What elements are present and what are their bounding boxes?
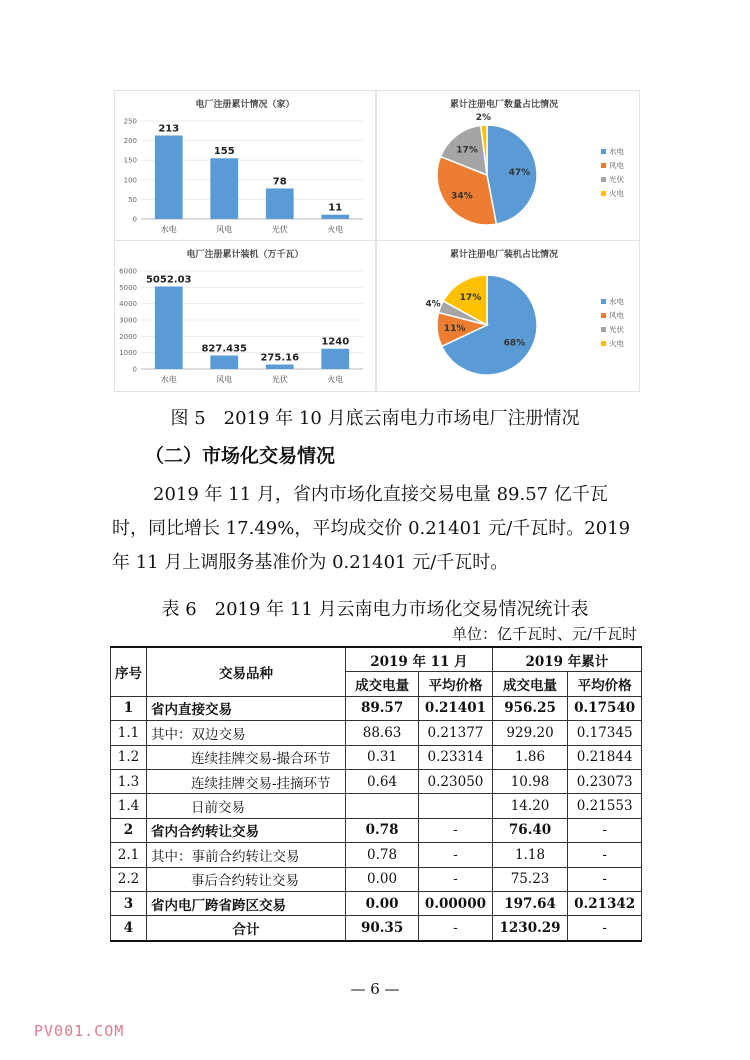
y-tick-label: 250: [123, 117, 137, 126]
cell-volume: 89.57: [346, 696, 419, 720]
cell-seq: 1.3: [111, 769, 147, 793]
legend-swatch: [601, 327, 606, 332]
legend-swatch: [601, 191, 606, 196]
y-tick-label: 150: [123, 156, 137, 165]
data-label: 4%: [425, 299, 441, 310]
cell-seq: 1: [111, 696, 147, 720]
cell-seq: 2: [111, 818, 147, 842]
cell-price: -: [419, 818, 493, 842]
cell-volume: 0.00: [346, 867, 419, 891]
table-caption: 表 6 2019 年 11 月云南电力市场化交易情况统计表: [161, 599, 589, 620]
legend-label: 火电: [609, 189, 624, 198]
legend-label: 风电: [609, 161, 624, 170]
cell-seq: 2.2: [111, 867, 147, 891]
cell-price: -: [568, 867, 642, 891]
cell-name: 连续挂牌交易-撮合环节: [147, 745, 346, 769]
legend-label: 光伏: [609, 175, 624, 184]
legend-label: 火电: [609, 339, 624, 348]
cell-price: 0.17345: [568, 721, 642, 745]
table-row: [111, 916, 642, 941]
y-tick-label: 3000: [119, 316, 137, 325]
x-tick-label: 光伏: [271, 375, 288, 384]
header-month: 2019 年 11 月: [346, 647, 493, 672]
y-tick-label: 1000: [119, 349, 137, 358]
bar-光伏: [266, 188, 294, 219]
data-label: 275.16: [260, 352, 300, 364]
cell-price: -: [419, 843, 493, 867]
legend-label: 光伏: [609, 325, 624, 334]
cell-volume: 1.86: [492, 745, 568, 769]
cell-price: [419, 794, 493, 818]
bar-水电: [155, 286, 183, 369]
bar-风电: [210, 355, 238, 369]
cell-seq: 1.2: [111, 745, 147, 769]
data-label: 17%: [459, 293, 482, 304]
bar-风电: [210, 158, 238, 219]
cell-volume: 90.35: [346, 916, 419, 941]
cell-price: 0.21342: [568, 891, 642, 915]
header-type: 交易品种: [147, 647, 346, 696]
header-volume: 成交电量: [346, 672, 419, 696]
cell-name: 省内电厂跨省跨区交易: [147, 891, 346, 915]
data-label: 213: [158, 123, 180, 135]
cell-volume: [346, 794, 419, 818]
cell-volume: 1.18: [492, 843, 568, 867]
cell-price: -: [419, 867, 493, 891]
data-label: 2%: [475, 113, 491, 124]
cell-price: 0.23314: [419, 745, 493, 769]
y-tick-label: 0: [132, 365, 137, 374]
data-label: 34%: [451, 191, 473, 202]
paragraph-line: 2019 年 11 月，省内市场化直接交易电量 89.57 亿千瓦: [153, 484, 608, 505]
bar-火电: [321, 349, 349, 369]
cell-name: 省内合约转让交易: [147, 818, 346, 842]
cell-volume: 0.31: [346, 745, 419, 769]
cell-name: 省内直接交易: [147, 696, 346, 720]
cell-volume: 0.00: [346, 891, 419, 915]
section-heading: （二）市场化交易情况: [145, 445, 336, 467]
cell-name: 合计: [147, 916, 346, 941]
header-volume: 成交电量: [492, 672, 568, 696]
cell-name: 其中：事前合约转让交易: [147, 843, 346, 867]
y-tick-label: 200: [123, 137, 137, 146]
cell-volume: 76.40: [492, 818, 568, 842]
cell-volume: 197.64: [492, 891, 568, 915]
cell-price: -: [568, 818, 642, 842]
chart-capacity-pie: [376, 240, 640, 392]
paragraph-line: 时，同比增长 17.49%，平均成交价 0.21401 元/千瓦时。2019: [112, 518, 631, 539]
legend-swatch: [601, 149, 606, 154]
legend-swatch: [601, 177, 606, 182]
header-year: 2019 年累计: [492, 647, 641, 672]
paragraph-line: 年 11 月上调服务基准价为 0.21401 元/千瓦时。: [112, 552, 509, 573]
cell-seq: 3: [111, 891, 147, 915]
data-label: 827.435: [201, 343, 248, 355]
y-tick-label: 6000: [119, 267, 137, 276]
cell-name: 日前交易: [147, 794, 346, 818]
cell-price: -: [568, 843, 642, 867]
legend-label: 水电: [609, 147, 624, 156]
chart-title: 电厂注册累计装机（万千瓦）: [186, 250, 304, 260]
y-tick-label: 50: [128, 195, 137, 204]
cell-price: 0.00000: [419, 891, 493, 915]
header-price: 平均价格: [419, 672, 493, 696]
x-tick-label: 火电: [327, 225, 344, 234]
table-row: [111, 818, 642, 842]
data-label: 11%: [443, 324, 466, 335]
data-label: 78: [272, 176, 287, 188]
table-row: [111, 891, 642, 915]
table-row: [111, 843, 642, 867]
watermark: PV001.COM: [34, 1022, 125, 1040]
cell-name: 连续挂牌交易-挂摘环节: [147, 769, 346, 793]
legend-swatch: [601, 299, 606, 304]
data-label: 155: [213, 146, 235, 158]
chart-title: 累计注册电厂数量占比情况: [449, 100, 559, 110]
table-row: [111, 769, 642, 793]
cell-volume: 0.78: [346, 818, 419, 842]
chart-title: 电厂注册累计情况（家）: [195, 100, 295, 110]
cell-volume: 956.25: [492, 696, 568, 720]
data-label: 47%: [508, 167, 531, 178]
bar-火电: [321, 215, 349, 219]
cell-price: 0.17540: [568, 696, 642, 720]
cell-price: -: [568, 916, 642, 941]
bar-光伏: [266, 365, 294, 369]
cell-volume: 1230.29: [492, 916, 568, 941]
chart-plant-count-bar: [114, 90, 376, 242]
figure-caption: 图 5 2019 年 10 月底云南电力市场电厂注册情况: [170, 408, 580, 429]
data-label: 11: [328, 202, 343, 214]
header-price: 平均价格: [568, 672, 642, 696]
cell-volume: 929.20: [492, 721, 568, 745]
body-paragraph: [112, 478, 642, 580]
table-row: [111, 867, 642, 891]
bar-水电: [155, 136, 183, 219]
table-row: [111, 721, 642, 745]
page-number: — 6 —: [350, 980, 400, 998]
data-label: 68%: [503, 338, 526, 349]
cell-volume: 0.64: [346, 769, 419, 793]
chart-title: 累计注册电厂装机占比情况: [449, 250, 559, 260]
cell-price: 0.23050: [419, 769, 493, 793]
cell-volume: 75.23: [492, 867, 568, 891]
cell-price: 0.21377: [419, 721, 493, 745]
x-tick-label: 风电: [216, 225, 233, 234]
y-tick-label: 4000: [119, 300, 137, 309]
data-label: 17%: [456, 145, 478, 156]
data-label: 5052.03: [145, 274, 192, 286]
cell-volume: 0.78: [346, 843, 419, 867]
cell-price: 0.23073: [568, 769, 642, 793]
y-tick-label: 5000: [119, 283, 137, 292]
trading-stats-table: [110, 646, 642, 942]
y-tick-label: 2000: [119, 332, 137, 341]
cell-seq: 1.1: [111, 721, 147, 745]
x-tick-label: 水电: [160, 225, 177, 234]
x-tick-label: 水电: [160, 375, 177, 384]
table-row: [111, 696, 642, 720]
cell-name: 其中：双边交易: [147, 721, 346, 745]
legend-swatch: [601, 163, 606, 168]
legend-label: 水电: [609, 297, 624, 306]
cell-volume: 14.20: [492, 794, 568, 818]
x-tick-label: 光伏: [271, 225, 288, 234]
cell-name: 事后合约转让交易: [147, 867, 346, 891]
chart-plant-count-pie: [376, 90, 640, 242]
cell-price: -: [419, 916, 493, 941]
y-tick-label: 100: [123, 176, 137, 185]
legend-label: 风电: [609, 311, 624, 320]
header-seq: 序号: [111, 647, 147, 696]
table-row: [111, 745, 642, 769]
table-unit: 单位：亿千瓦时、元/千瓦时: [451, 625, 637, 643]
data-label: 1240: [321, 336, 350, 348]
legend-swatch: [601, 341, 606, 346]
cell-volume: 10.98: [492, 769, 568, 793]
cell-price: 0.21844: [568, 745, 642, 769]
cell-price: 0.21401: [419, 696, 493, 720]
x-tick-label: 风电: [216, 375, 233, 384]
cell-seq: 1.4: [111, 794, 147, 818]
cell-price: 0.21553: [568, 794, 642, 818]
table-row: [111, 794, 642, 818]
chart-capacity-bar: [114, 240, 376, 392]
legend-swatch: [601, 313, 606, 318]
cell-seq: 2.1: [111, 843, 147, 867]
cell-volume: 88.63: [346, 721, 419, 745]
cell-seq: 4: [111, 916, 147, 941]
y-tick-label: 0: [132, 215, 137, 224]
x-tick-label: 火电: [327, 375, 344, 384]
